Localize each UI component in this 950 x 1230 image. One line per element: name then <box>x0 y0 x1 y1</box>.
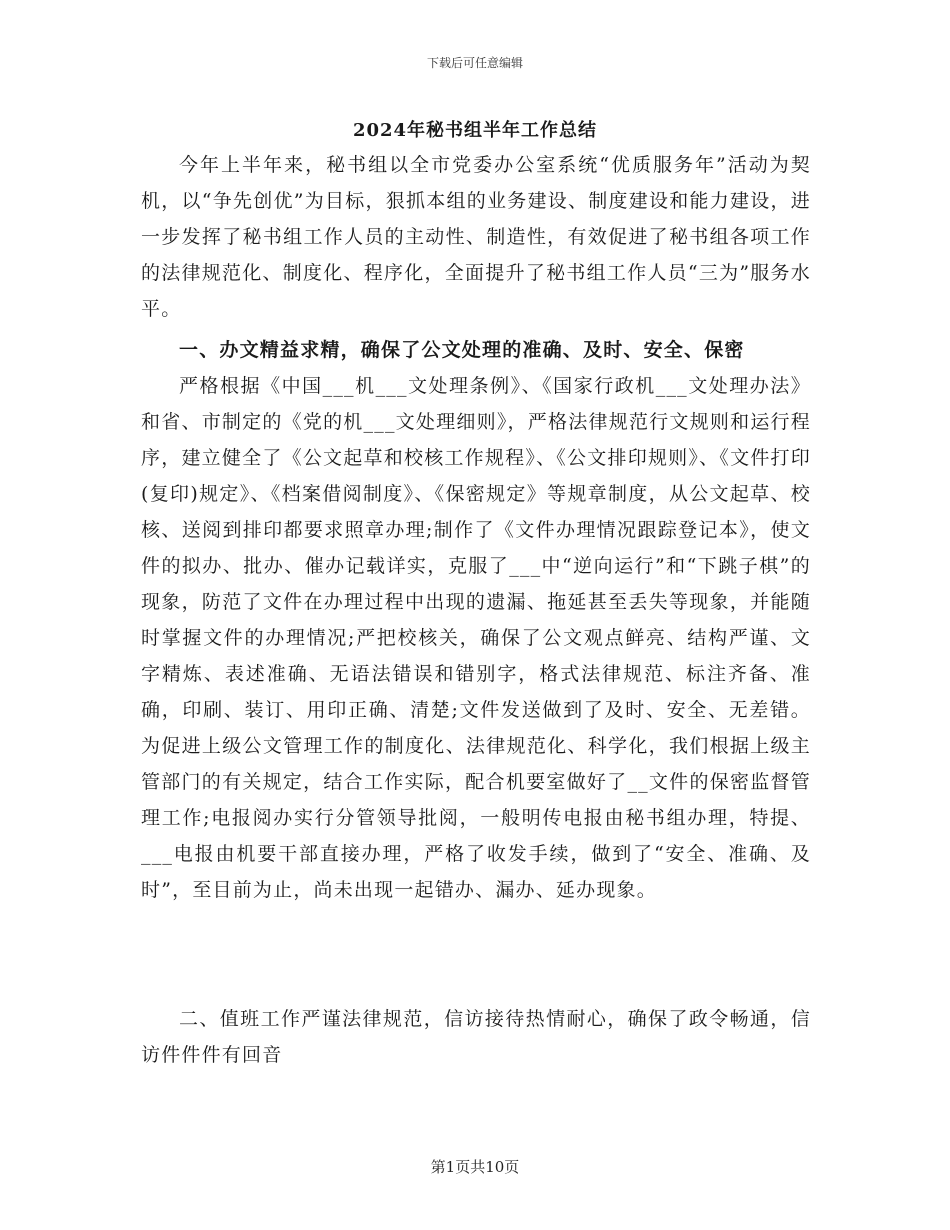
section-heading-2: 二、值班工作严谨法律规范，信访接待热情耐心，确保了政令畅通，信访件件件有回音 <box>141 1008 811 1066</box>
section-heading-1: 一、办文精益求精，确保了公文处理的准确、及时、安全、保密 <box>179 339 745 361</box>
paragraph-intro: 今年上半年来，秘书组以全市党委办公室系统“优质服务年”活动为契机，以“争先创优”为目标，狠抓本组的业务建设、制度建设和能力建设，进一步发挥了秘书组工作人员的主动性、制造性，有效促进了秘书组各项工作的法律规范化、制度化、程序化，全面提升了秘书组工作人员“三为”服务水平。 <box>141 154 811 320</box>
paragraph-section-1: 严格根据《中国___机___文处理条例》、《国家行政机___文处理办法》和省、市制定的《党的机___文处理细则》，严格法律规范行文规则和运行程序，建立健全了《公文起草和校核工作规程》、《公文排印规则》、《文件打印(复印)规定》、《档案借阅制度》、《保密规定》等规章制度，从公文起草、校核、送阅到排印都要求照章办理;制作了《文件办理情况跟踪登记本》，使文件的拟办、批办、催办记载详实，克服了___中“逆向运行”和“下跳子棋”的现象，防范了文件在办理过程中出现的遗漏、拖延甚至丢失等现象，并能随时掌握文件的办理情况;严把校核关，确保了公文观点鲜亮、结构严谨、文字精炼、表述准确、无语法错误和错别字，格式法律规范、标注齐备、准确，印刷、装订、用印正确、清楚;文件发送做到了及时、安全、无差错。为促进上级公文管理工作的制度化、法律规范化、科学化，我们根据上级主管部门的有关规定，结合工作实际，配合机要室做好了__文件的保密监督管理工作;电报阅办实行分管领导批阅，一般明传电报由秘书组办理，特提、___电报由机要干部直接办理，严格了收发手续，做到了“安全、准确、及时”，至目前为止，尚未出现一起错办、漏办、延办现象。 <box>141 375 811 901</box>
document-title: 2024年秘书组半年工作总结 <box>352 120 598 141</box>
page-footer: 第1页共10页 <box>430 1158 520 1176</box>
header-note: 下载后可任意编辑 <box>426 56 523 70</box>
